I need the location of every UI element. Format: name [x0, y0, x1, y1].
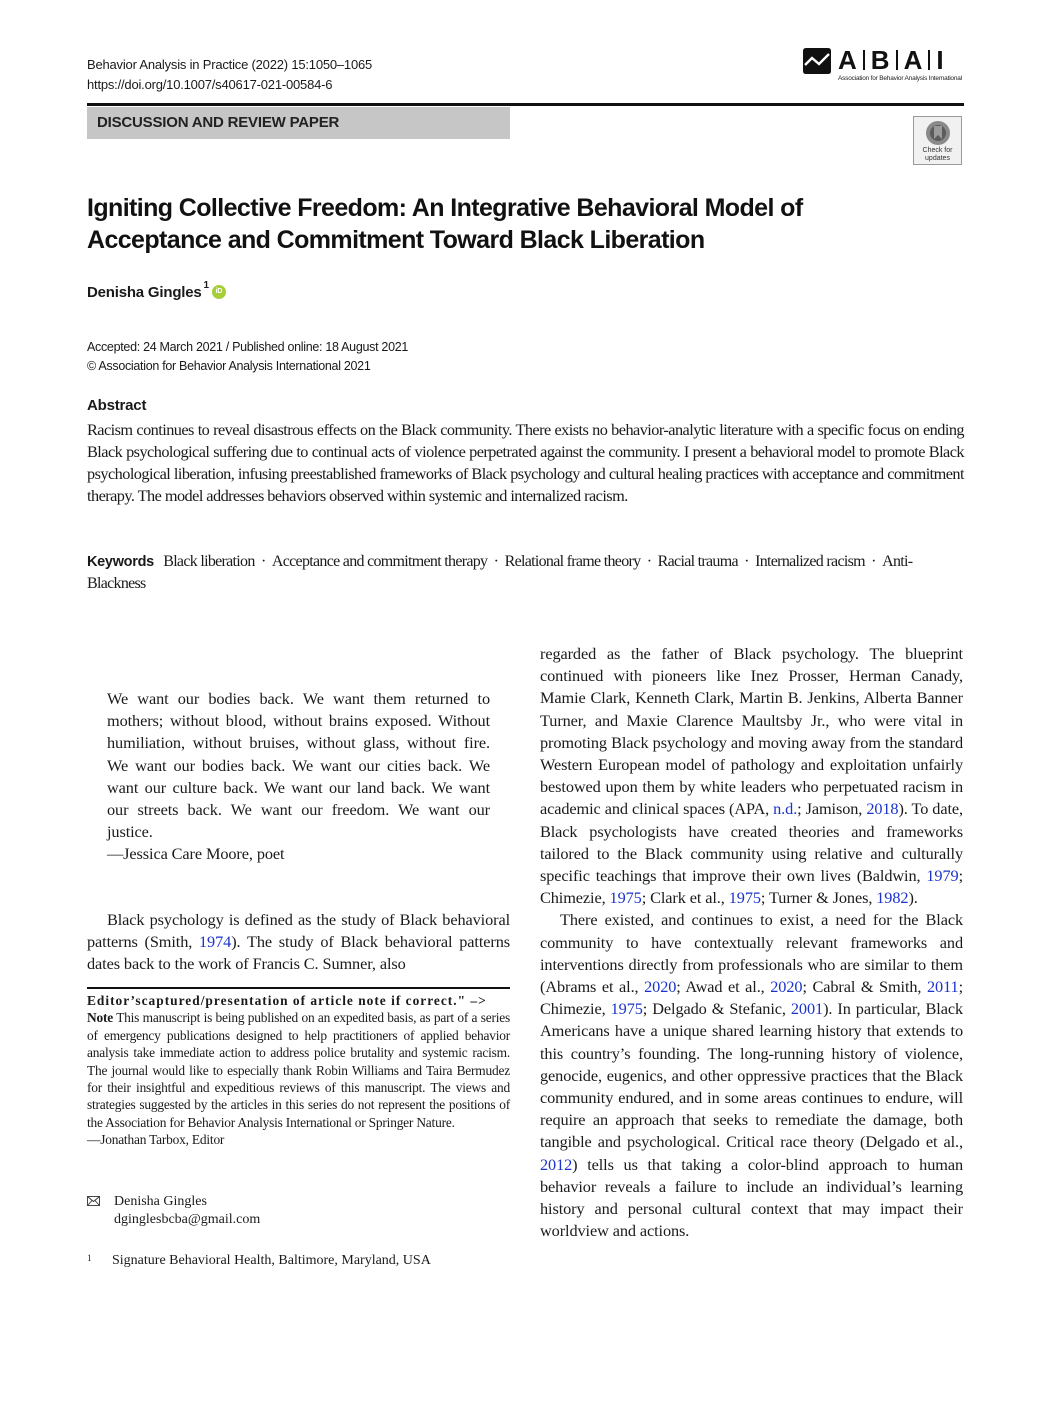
citation-link[interactable]: 1975 [609, 888, 642, 908]
abstract-text: Racism continues to reveal disastrous effects on the Black community. There exists no behavior-analytic literature with a specific focus on ending Black psychological suffering due to continual acts of violence perpetrated against the community. I present a behavioral model to promote Black psychological liberation, infusing preestablished frameworks of Black psychology and cultural healing practices with acceptance and commitment therapy. The model addresses behaviors observed within systemic and internalized racism. [87, 420, 964, 505]
citation-link[interactable]: 1979 [926, 866, 959, 886]
check-for-updates-label: Check for updates [922, 147, 953, 162]
abai-letters [838, 47, 944, 73]
note-label: Note [87, 1010, 113, 1026]
affiliation-marker: 1 [203, 280, 209, 291]
citation-link[interactable]: 2018 [866, 799, 899, 819]
keywords: Keywords Black liberation · Acceptance and commitment therapy · Relational frame theory · Racial trauma · Internalized racism · Anti-Blackness [87, 553, 913, 592]
epigraph-quote: We want our bodies back. We want them returned to mothers; without blood, without brains exposed. Without humiliation, without bruises, without glass, without fire. We want our bodies back. We want our cities back. We want our culture back. We want our land back. We want our streets back. We want our freedom. We want our justice. [107, 689, 490, 842]
citation-link[interactable]: 2011 [927, 977, 959, 997]
body-paragraph: There existed, and continues to exist, a need for the Black community to have contextually relevant frameworks and interventions directly from professionals who are similar to them (Abrams et al., 2020; Awad et al., 2020; Cabral & Smith, 2011; Chimezie, 1975; Delgado & Stefanic, 2001). In particular, Black Americans have a unique shared learning history that extends to this country’s founding. The long-running history of violence, genocide, eugenics, and other oppressive practices that the Black community endured, and in some areas continues to endure, will require an approach that seeks to remediate the damage, both tangible and psychological. Critical race theory (Delgado et al., 2012) tells us that taking a color-blind approach to human behavior reveals a failure to include an individual’s learning history and personal cultural context that may impact their worldview and actions. [540, 910, 964, 1241]
journal-info [87, 55, 372, 95]
keyword: Anti-Blackness [87, 553, 913, 592]
check-for-updates-button[interactable] [913, 116, 962, 165]
keywords-heading: Keywords [87, 554, 154, 570]
citation-link[interactable]: 1975 [610, 999, 643, 1019]
doi-link[interactable]: https://doi.org/10.1007/s40617-021-00584-6 [87, 77, 333, 92]
epigraph-attribution: —Jessica Care Moore, poet [107, 844, 285, 864]
logo-letter: A [838, 45, 857, 75]
author-name[interactable]: Denisha Gingles [87, 284, 202, 301]
correspondence-email[interactable]: dginglesbcba@gmail.com [114, 1212, 261, 1227]
citation-link[interactable]: 1975 [728, 888, 761, 908]
keyword: Acceptance and commitment therapy [271, 553, 488, 570]
envelope-icon [87, 1196, 100, 1206]
keyword: Relational frame theory [504, 553, 641, 570]
keyword: Racial trauma [657, 553, 738, 570]
paper-type-label: DISCUSSION AND REVIEW PAPER [97, 114, 340, 131]
body-left-column [87, 909, 510, 976]
abai-logo [800, 47, 966, 87]
header-rule [87, 103, 964, 106]
logo-letter: I [936, 45, 944, 75]
citation-link[interactable]: 2001 [790, 999, 824, 1019]
article-title: Igniting Collective Freedom: An Integrative Behavioral Model of Acceptance and Commitment Toward Black Liberation [87, 194, 803, 254]
orcid-icon[interactable]: iD [212, 285, 226, 299]
epigraph [107, 688, 490, 866]
publication-dates [87, 338, 408, 376]
copyright-notice: © Association for Behavior Analysis International 2021 [87, 359, 371, 373]
body-right-column [540, 643, 963, 1242]
keyword: Black liberation [163, 553, 255, 570]
affiliation-number: 1 [87, 1253, 92, 1263]
bookmark-badge-icon [925, 120, 951, 146]
citation-link[interactable]: 2012 [540, 1154, 573, 1174]
author-line [87, 280, 226, 301]
body-paragraph: regarded as the father of Black psychology. The blueprint continued with pioneers like Inez Prosser, Herman Canady, Mamie Clark, Kenneth Clark, Martin B. Jenkins, Alberta Banner Turner, and Maxie Clarence Maultsby Jr., who were vital in promoting Black psychology and moving away from the standard Western European model of pathology and exploitation unfairly bestowed upon them by white leaders who perpetuated racism in academic and clinical spaces (APA, n.d.; Jamison, 2018). To date, Black psychologists have created theories and frameworks tailored to the Black community using relative and culturally specific teachings that improve their own lives (Baldwin, 1979; Chimezie, 1975; Clark et al., 1975; Turner & Jones, 1982). [540, 644, 963, 908]
affiliation-text: Signature Behavioral Health, Baltimore, Maryland, USA [112, 1253, 431, 1268]
citation-link[interactable]: 1974 [199, 932, 232, 952]
footnote-rule [87, 987, 510, 989]
editor-note [87, 992, 510, 1149]
abai-subtitle: Association for Behavior Analysis International [838, 75, 962, 82]
correspondence-name: Denisha Gingles [114, 1194, 207, 1209]
citation-link[interactable]: n.d. [773, 799, 798, 819]
keyword: Internalized racism [755, 553, 865, 570]
body-paragraph: Black psychology is defined as the study of Black behavioral patterns (Smith, 1974). The study of Black behavioral patterns dates back to the work of Francis C. Sumner, also [87, 910, 510, 974]
citation-link[interactable]: 1982 [876, 888, 909, 908]
citation-link[interactable]: 2020 [770, 977, 803, 997]
paper-type-banner [87, 107, 510, 139]
editor-note-header: Editor’scaptured/presentation of article note if correct." –> [87, 993, 487, 1008]
logo-letter: B [870, 45, 890, 75]
journal-citation: Behavior Analysis in Practice (2022) 15:1050–1065 [87, 57, 373, 72]
abai-logo-mark-icon [800, 47, 834, 75]
logo-letter: A [903, 45, 923, 75]
citation-link[interactable]: 2020 [644, 977, 677, 997]
abstract-heading: Abstract [87, 397, 147, 414]
accepted-published-dates: Accepted: 24 March 2021 / Published online: 18 August 2021 [87, 340, 409, 354]
note-text: This manuscript is being published on an expedited basis, as part of a series of emergency publications designed to help practitioners of applied behavior analysis take immediate action to address police brutality and systemic racism. The journal would like to especially thank Robin Williams and Taira Bermudez for their insightful and expeditious reviews of this manuscript. The views and strategies suggested by the articles in this series do not represent the positions of the Association for Behavior Analysis International or Springer Nature. [87, 1010, 511, 1130]
editor-signature: —Jonathan Tarbox, Editor [87, 1132, 225, 1148]
